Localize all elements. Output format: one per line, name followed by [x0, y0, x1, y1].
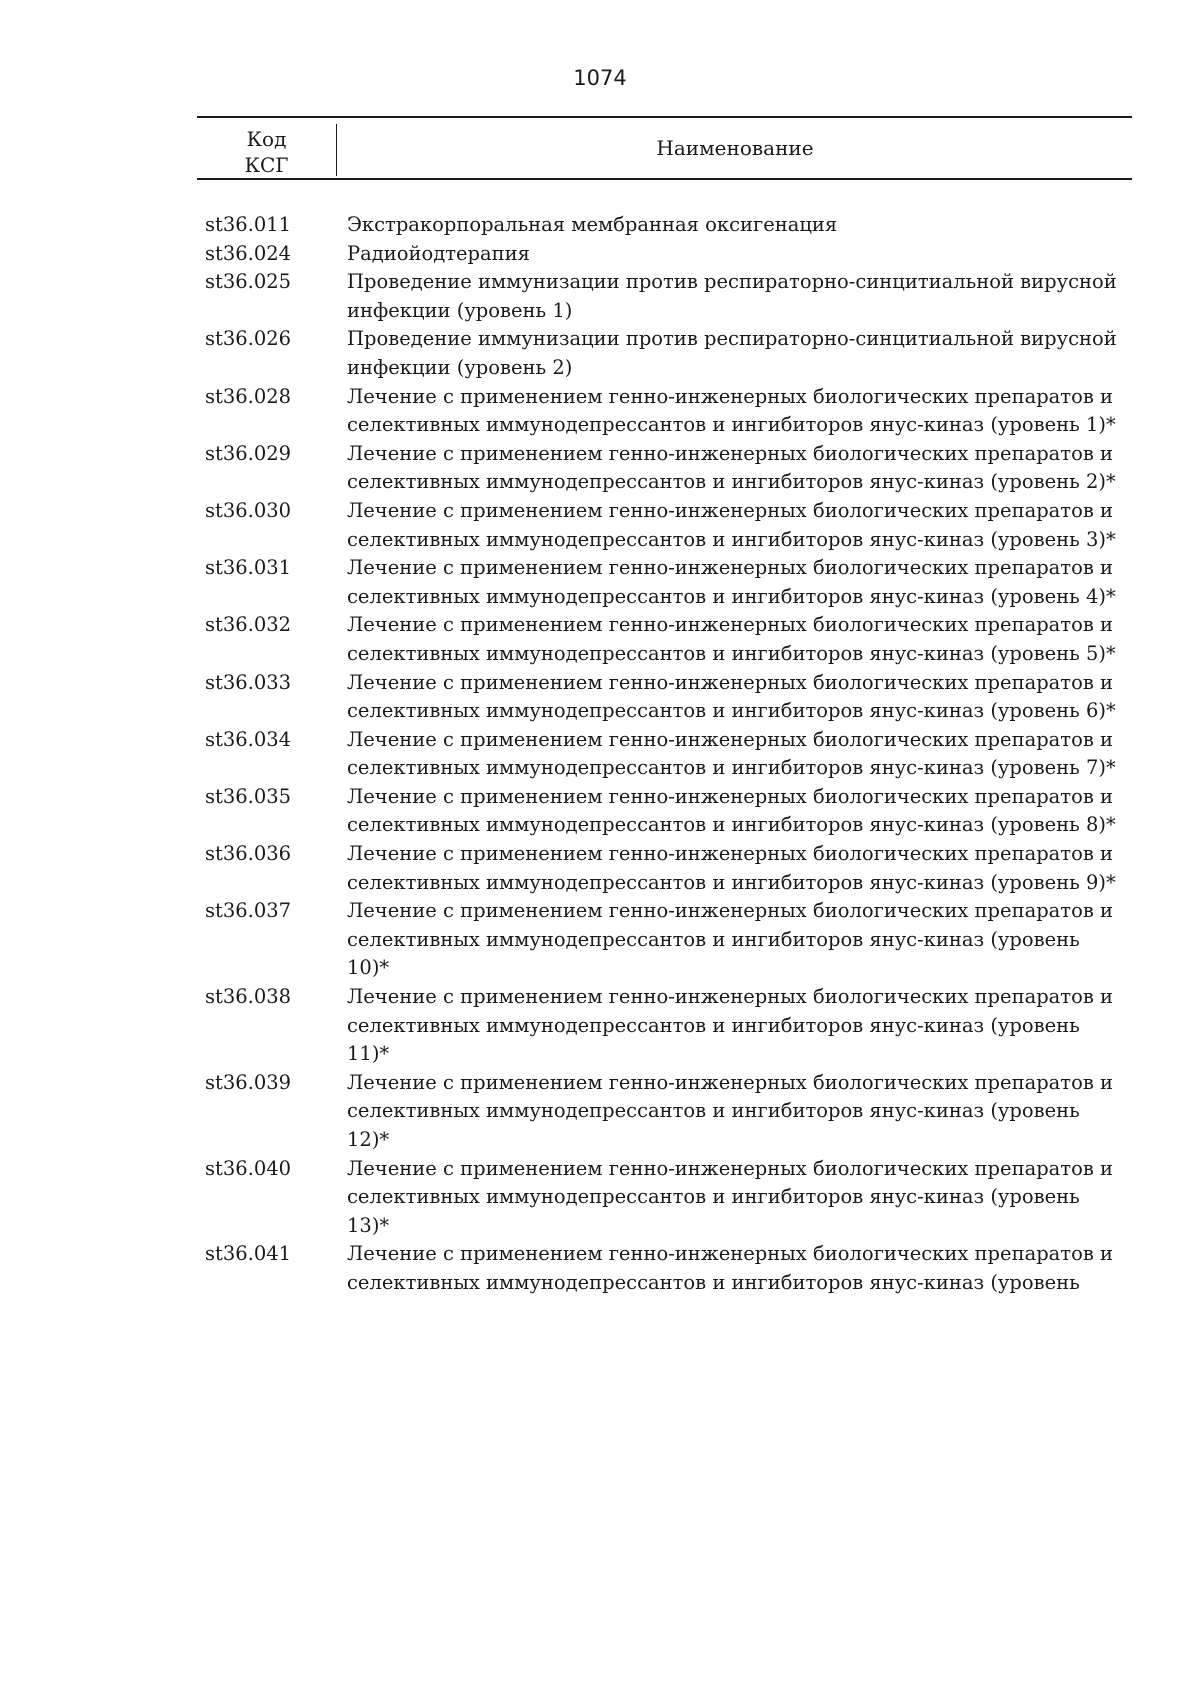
table-row [205, 240, 1140, 269]
row-name: Проведение иммунизации против респираторно-синцитиальной вирусной инфекции (уровень 1) [347, 270, 1117, 322]
row-name: Лечение с применением генно-инженерных биологических препаратов и селективных иммунодепрессантов и ингибиторов янус-киназ (уровень 11)* [347, 985, 1114, 1066]
row-name: Проведение иммунизации против респираторно-синцитиальной вирусной инфекции (уровень 2) [347, 327, 1117, 379]
row-code: st36.033 [205, 670, 292, 694]
row-name: Лечение с применением генно-инженерных биологических препаратов и селективных иммунодепрессантов и ингибиторов янус-киназ (уровень 8)* [347, 784, 1116, 837]
row-name: Лечение с применением генно-инженерных биологических препаратов и селективных иммунодепрессантов и ингибиторов янус-киназ (уровень 1)* [347, 384, 1116, 437]
row-code: st36.039 [205, 1070, 292, 1094]
column-header-code-line1: Код [246, 127, 287, 151]
row-code: st36.031 [205, 556, 292, 580]
row-code: st36.036 [205, 842, 292, 866]
header-column-divider [336, 124, 337, 176]
table-row [205, 1155, 1140, 1241]
table-row [205, 554, 1140, 611]
row-code: st36.040 [205, 1156, 292, 1180]
row-name: Лечение с применением генно-инженерных биологических препаратов и селективных иммунодепрессантов и ингибиторов янус-киназ (уровень 13)* [347, 1156, 1114, 1237]
table-row [205, 440, 1140, 497]
row-name: Лечение с применением генно-инженерных биологических препаратов и селективных иммунодепрессантов и ингибиторов янус-киназ (уровень 6)* [347, 670, 1116, 723]
row-name: Лечение с применением генно-инженерных биологических препаратов и селективных иммунодепрессантов и ингибиторов янус-киназ (уровень 9)* [347, 842, 1116, 894]
table-row [205, 1069, 1140, 1155]
table-row [205, 611, 1140, 668]
row-code: st36.030 [205, 498, 292, 522]
row-code: st36.028 [205, 384, 292, 408]
row-code: st36.025 [205, 270, 292, 294]
table-row [205, 325, 1140, 382]
row-code: st36.035 [205, 784, 292, 808]
row-name: Радиойодтерапия [347, 241, 530, 265]
row-name: Лечение с применением генно-инженерных биологических препаратов и селективных иммунодепрессантов и ингибиторов янус-киназ (уровень 5)* [347, 613, 1116, 665]
row-name: Лечение с применением генно-инженерных биологических препаратов и селективных иммунодепрессантов и ингибиторов янус-киназ (уровень 3)* [347, 498, 1116, 551]
row-name: Лечение с применением генно-инженерных биологических препаратов и селективных иммунодепрессантов и ингибиторов янус-киназ (уровень 2)* [347, 441, 1116, 494]
table-row [205, 1240, 1140, 1297]
row-code: st36.038 [205, 985, 292, 1009]
table-row [205, 726, 1140, 783]
row-code: st36.024 [205, 241, 292, 265]
table-row [205, 897, 1140, 983]
table-row [205, 268, 1140, 325]
row-code: st36.037 [205, 899, 292, 923]
row-name: Лечение с применением генно-инженерных биологических препаратов и селективных иммунодепрессантов и ингибиторов янус-киназ (уровень 10)* [347, 899, 1114, 980]
table-row [205, 840, 1140, 897]
row-name: Экстракорпоральная мембранная оксигенация [347, 213, 838, 236]
row-code: st36.026 [205, 327, 292, 351]
row-name: Лечение с применением генно-инженерных биологических препаратов и селективных иммунодепрессантов и ингибиторов янус-киназ (уровень [347, 1242, 1114, 1294]
table-body [205, 211, 1140, 1298]
row-code: st36.011 [205, 213, 292, 236]
table-row [205, 383, 1140, 440]
row-code: st36.034 [205, 727, 292, 751]
table-row [205, 983, 1140, 1069]
table-header [197, 116, 1132, 180]
row-code: st36.041 [205, 1242, 292, 1266]
row-name: Лечение с применением генно-инженерных биологических препаратов и селективных иммунодепрессантов и ингибиторов янус-киназ (уровень 7)* [347, 727, 1116, 780]
table-row [205, 211, 1140, 240]
table-row [205, 497, 1140, 554]
page-number: 1074 [573, 66, 627, 90]
column-header-code-line2: КСГ [244, 153, 289, 177]
row-name: Лечение с применением генно-инженерных биологических препаратов и селективных иммунодепрессантов и ингибиторов янус-киназ (уровень 4)* [347, 556, 1116, 608]
row-code: st36.032 [205, 613, 292, 637]
table-row [205, 669, 1140, 726]
row-code: st36.029 [205, 441, 292, 465]
column-header-code [197, 126, 336, 178]
column-header-name: Наименование [656, 136, 814, 160]
row-name: Лечение с применением генно-инженерных биологических препаратов и селективных иммунодепрессантов и ингибиторов янус-киназ (уровень 12)* [347, 1070, 1114, 1151]
table-row [205, 783, 1140, 840]
